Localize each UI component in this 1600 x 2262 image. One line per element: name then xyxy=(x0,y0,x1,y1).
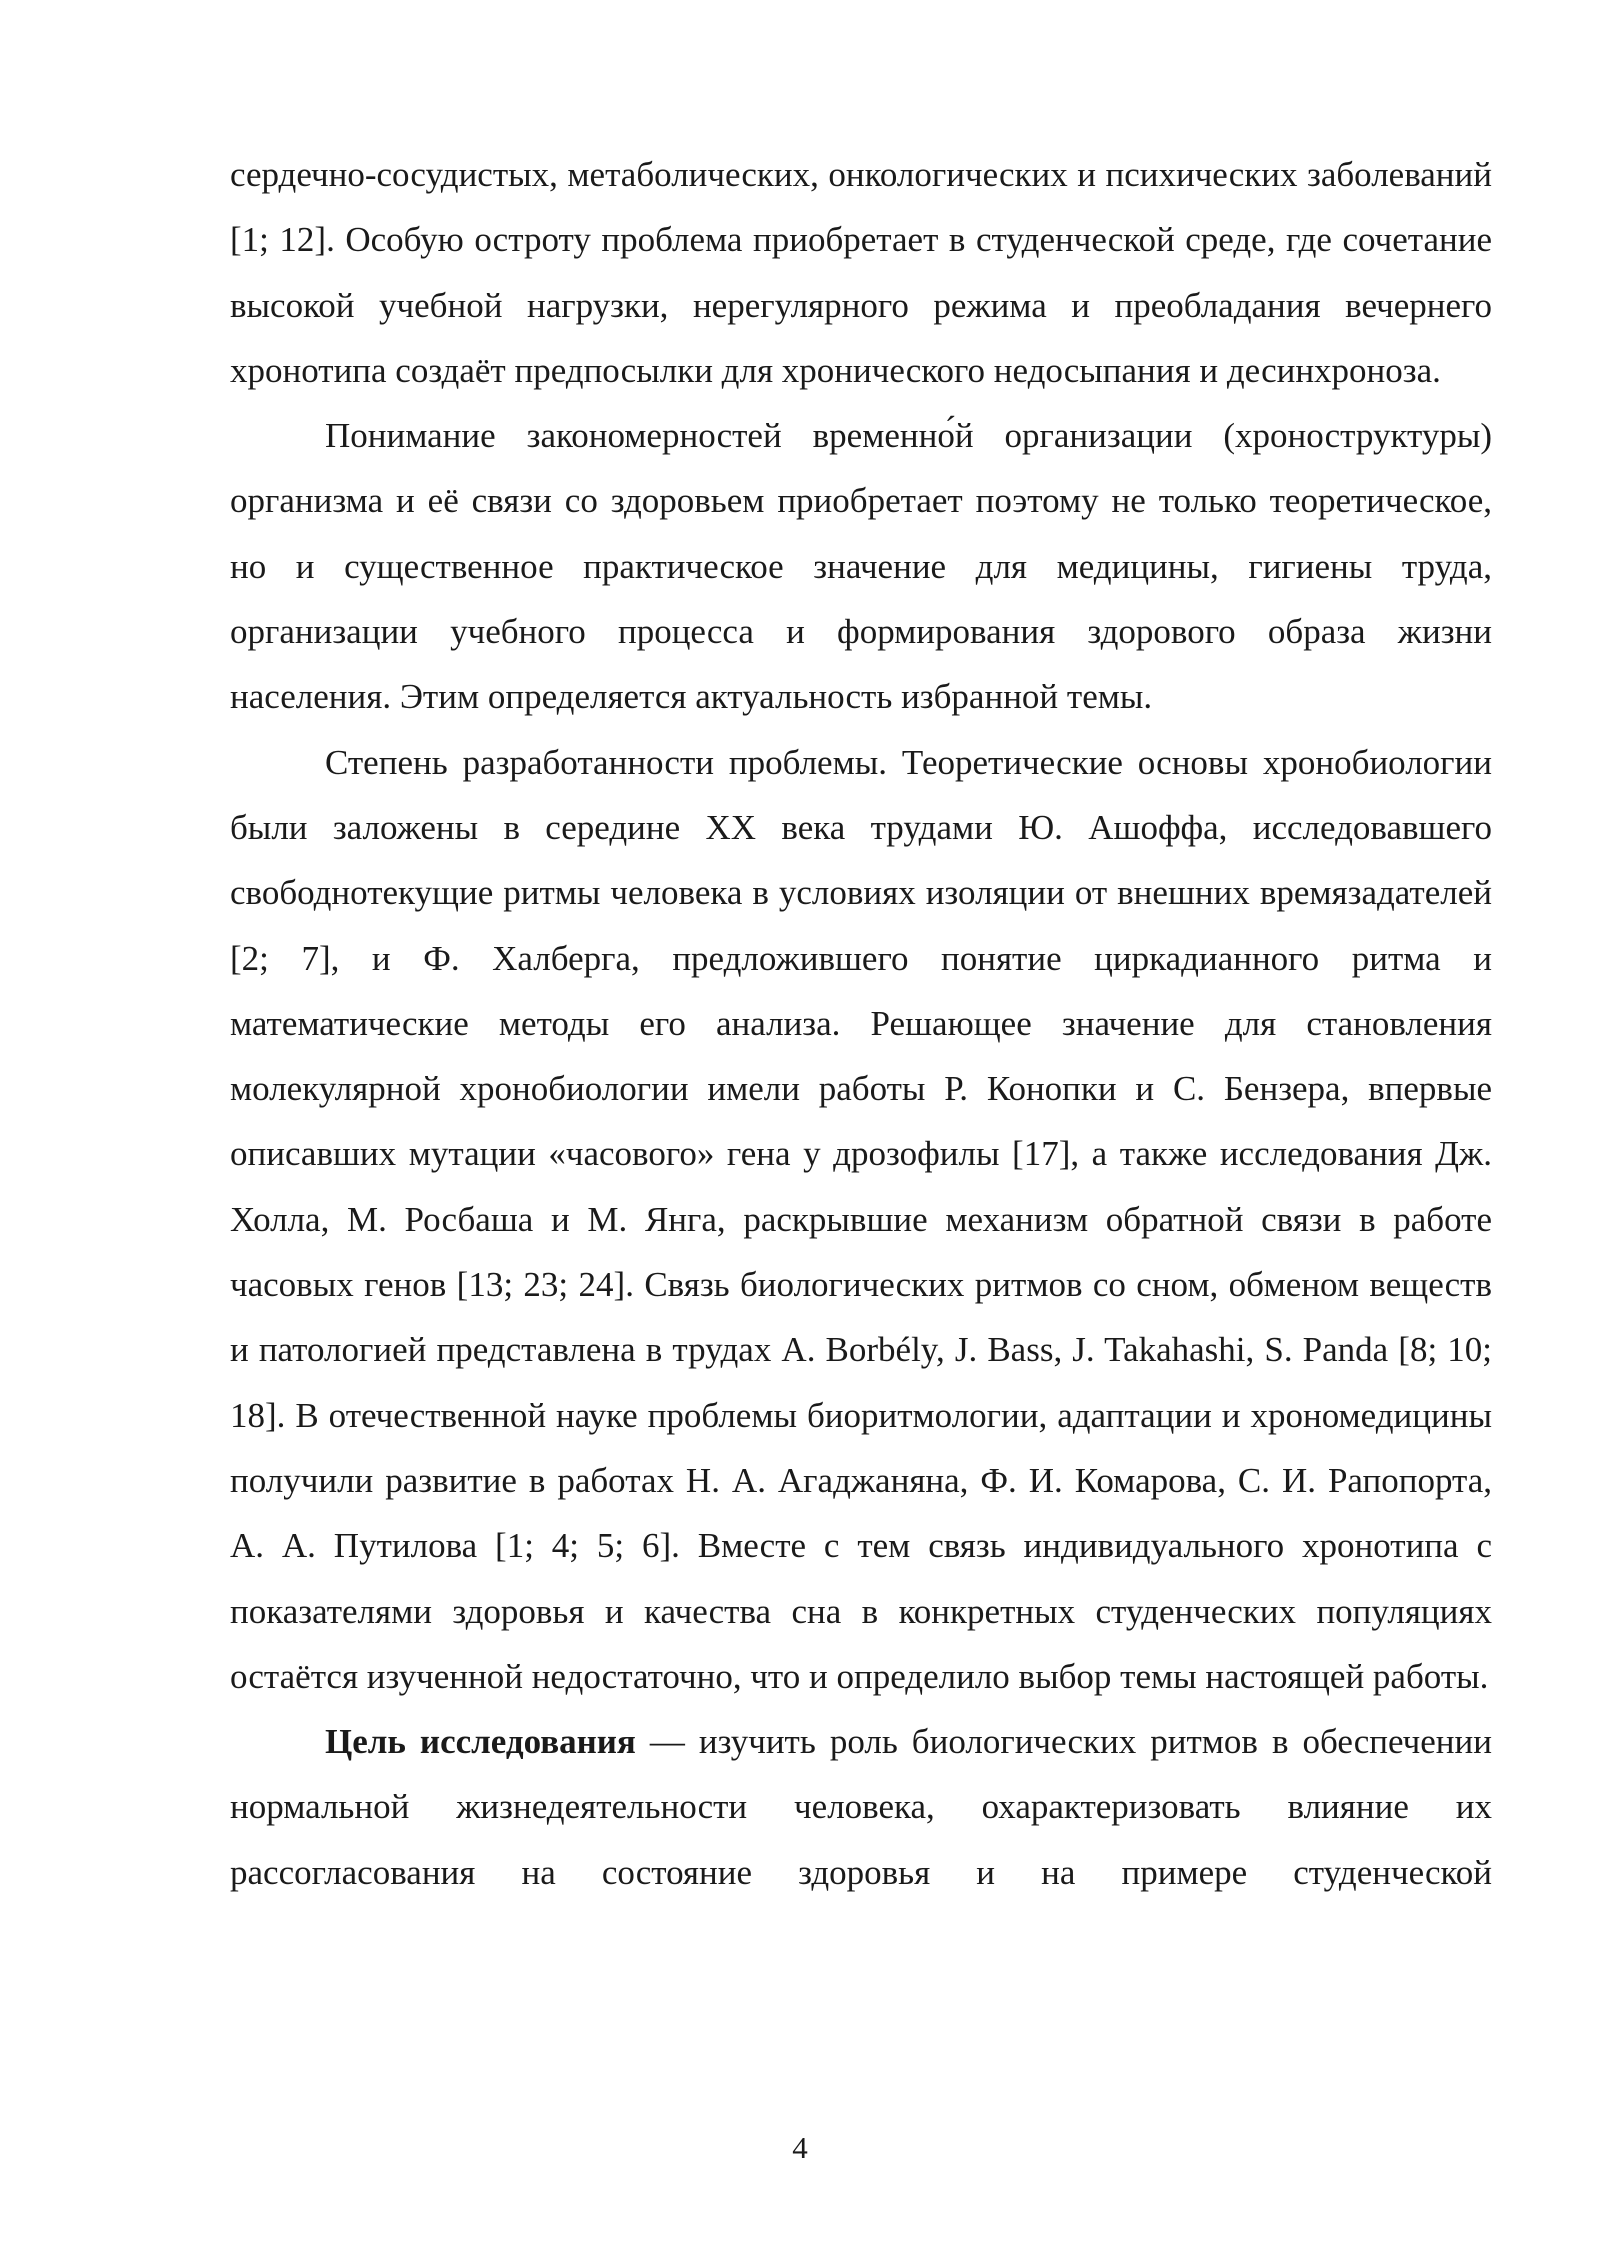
body-text xyxy=(230,142,1492,1905)
paragraph-research-aim xyxy=(230,1709,1492,1905)
paragraph-degree-of-development: Степень разработанности проблемы. Теоретические основы хронобиологии были заложены в середине XX века трудами Ю. Ашоффа, исследовавшего свободнотекущие ритмы человека в условиях изоляции от внешних времязадателей [2; 7], и Ф. Халберга, предложившего понятие циркадианного ритма и математические методы его анализа. Решающее значение для становления молекулярной хронобиологии имели работы Р. Конопки и С. Бензера, впервые описавших мутации «часового» гена у дрозофилы [17], а также исследования Дж. Холла, М. Росбаша и М. Янга, раскрывшие механизм обратной связи в работе часовых генов [13; 23; 24]. Связь биологических ритмов со сном, обменом веществ и патологией представлена в трудах A. Borbély, J. Bass, J. Takahashi, S. Panda [8; 10; 18]. В отечественной науке проблемы биоритмологии, адаптации и хрономедицины получили развитие в работах Н. А. Агаджаняна, Ф. И. Комарова, С. И. Рапопорта, А. А. Путилова [1; 4; 5; 6]. Вместе с тем связь индивидуального хронотипа с показателями здоровья и качества сна в конкретных студенческих популяциях остаётся изученной недостаточно, что и определило выбор темы настоящей работы. xyxy=(230,742,1492,1696)
page-number: 4 xyxy=(792,2130,808,2165)
research-aim-heading: Цель исследования xyxy=(325,1722,636,1762)
paragraph-relevance: Понимание закономерностей временно́й организации (хроноструктуры) организма и её связи со здоровьем приобретает поэтому не только теоретическое, но и существенное практическое значение для медицины, гигиены труда, организации учебного процесса и формирования здорового образа жизни населения. Этим определяется актуальность избранной темы. xyxy=(230,416,1492,717)
paragraph-continuation: сердечно-сосудистых, метаболических, онкологических и психических заболеваний [1; 12]. Особую остроту проблема приобретает в студенческой среде, где сочетание высокой учебной нагрузки, нерегулярного режима и преобладания вечернего хронотипа создаёт предпосылки для хронического недосыпания и десинхроноза. xyxy=(230,155,1492,390)
research-aim-text: — изучить роль биологических ритмов в обеспечении нормальной жизнедеятельности человека, охарактеризовать влияние их рассогласования на состояние здоровья и на примере студенческой xyxy=(230,1722,1492,1892)
